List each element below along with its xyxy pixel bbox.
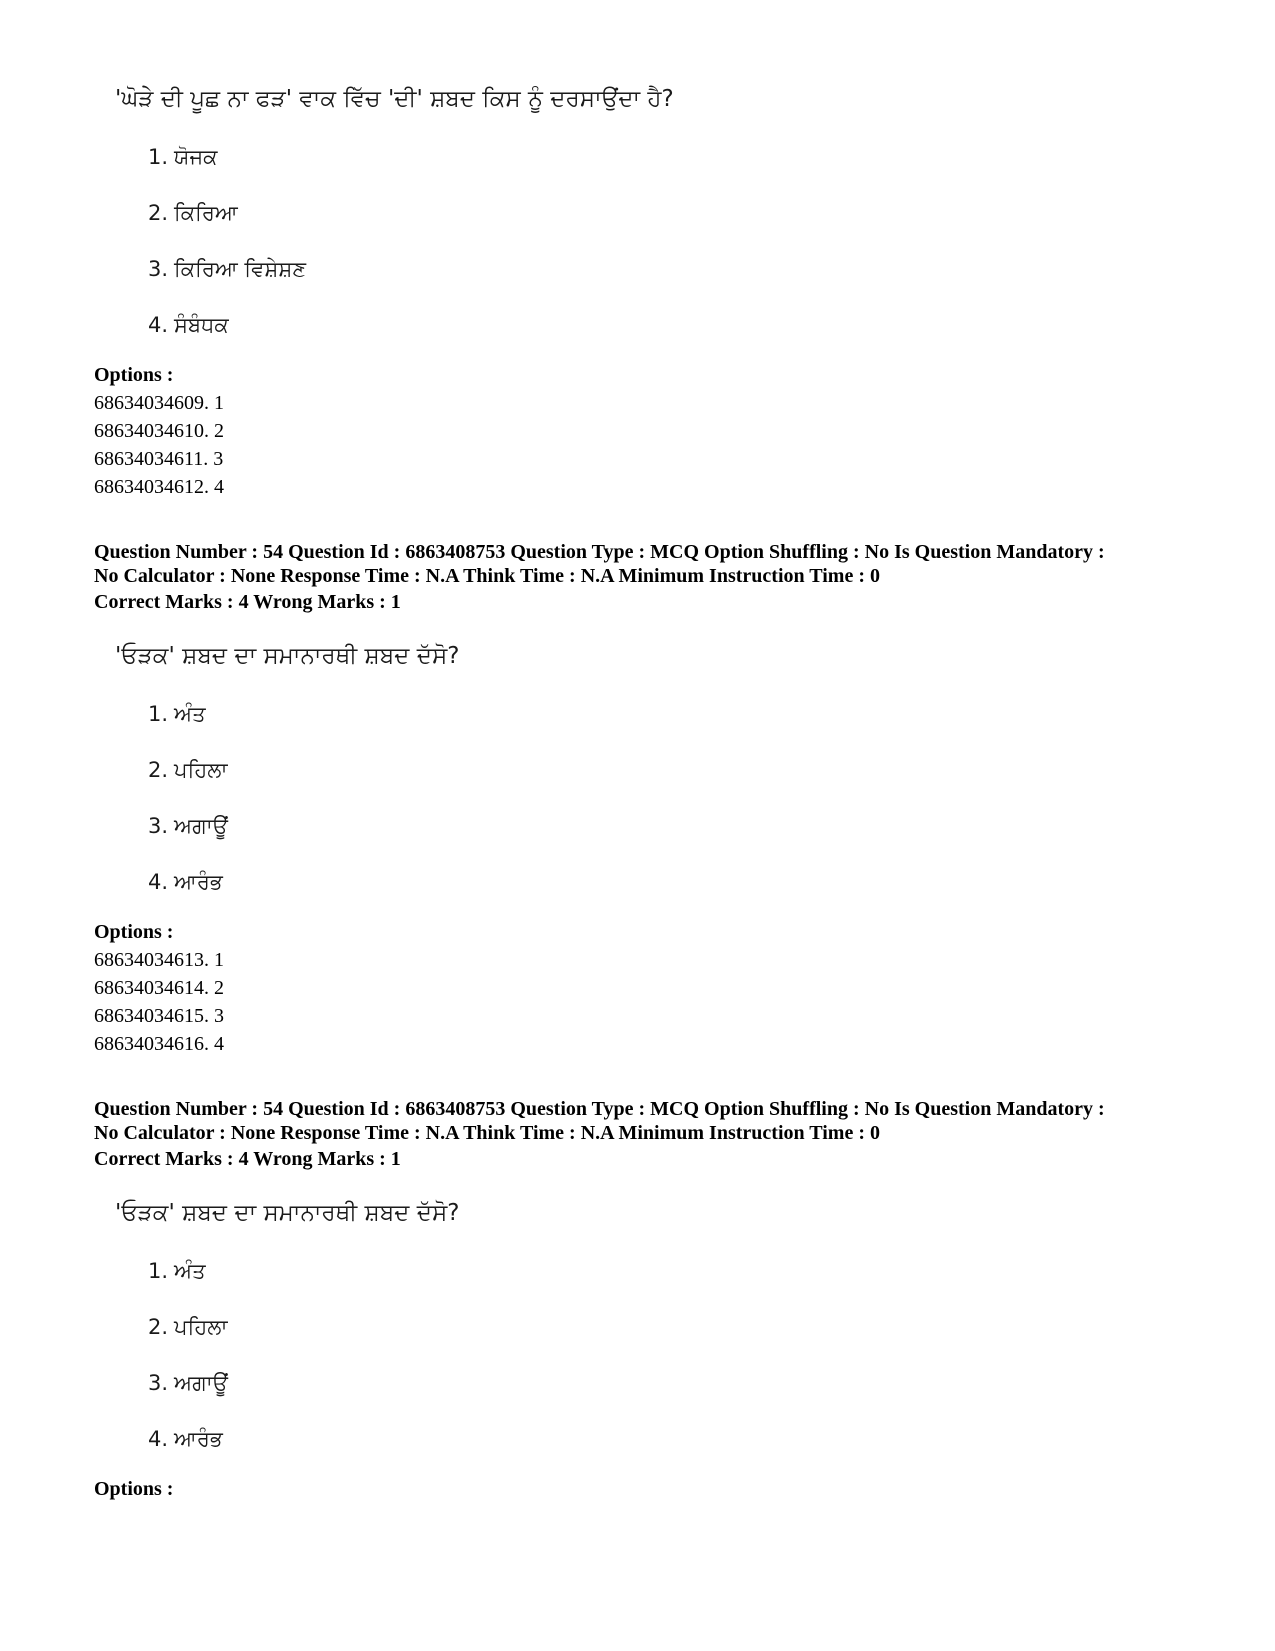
choice-item xyxy=(148,1259,206,1284)
choice-number: 2. xyxy=(148,201,169,225)
choice-item xyxy=(148,870,223,895)
question-meta-line2: No Calculator : None Response Time : N.A Think Time : N.A Minimum Instruction Time : 0 xyxy=(94,565,880,587)
question-meta-line1: Question Number : 54 Question Id : 6863408753 Question Type : MCQ Option Shuffling : No Is Question Mandatory : xyxy=(94,1098,1105,1120)
choice-text: ਯੋਜਕ xyxy=(174,145,218,169)
option-id: 68634034615. 3 xyxy=(94,1005,224,1027)
option-id: 68634034611. 3 xyxy=(94,448,224,470)
choice-number: 4. xyxy=(148,1427,169,1451)
choice-text: ਕਿਰਿਆ xyxy=(174,201,238,225)
choice-number: 1. xyxy=(148,702,169,726)
choice-text: ਆਰੰਭ xyxy=(174,1427,223,1451)
options-heading: Options : xyxy=(94,1478,174,1500)
choice-text: ਅਗਾਊਂ xyxy=(174,814,228,838)
choice-item xyxy=(148,814,228,839)
question-meta-line1: Question Number : 54 Question Id : 6863408753 Question Type : MCQ Option Shuffling : No Is Question Mandatory : xyxy=(94,541,1105,563)
question-marks: Correct Marks : 4 Wrong Marks : 1 xyxy=(94,591,401,613)
choice-number: 3. xyxy=(148,814,169,838)
choice-item xyxy=(148,145,218,170)
choice-item xyxy=(148,201,238,226)
choice-number: 1. xyxy=(148,1259,169,1283)
choice-text: ਆਰੰਭ xyxy=(174,870,223,894)
question-meta xyxy=(94,540,1214,588)
option-id: 68634034612. 4 xyxy=(94,476,224,498)
choice-item xyxy=(148,1427,223,1452)
choice-text: ਅੰਤ xyxy=(174,1259,206,1283)
choice-item xyxy=(148,1371,228,1396)
choice-number: 2. xyxy=(148,758,169,782)
choice-number: 1. xyxy=(148,145,169,169)
question-text: 'ਘੋੜੇ ਦੀ ਪੂਛ ਨਾ ਫੜ' ਵਾਕ ਵਿੱਚ 'ਦੀ' ਸ਼ਬਦ ਕਿਸ ਨੂੰ ਦਰਸਾਉਂਦਾ ਹੈ? xyxy=(115,86,674,112)
choice-item xyxy=(148,313,229,338)
choice-item xyxy=(148,702,206,727)
choice-item xyxy=(148,1315,227,1340)
choice-item xyxy=(148,257,306,282)
choice-text: ਅਗਾਊਂ xyxy=(174,1371,228,1395)
question-marks: Correct Marks : 4 Wrong Marks : 1 xyxy=(94,1148,401,1170)
option-id: 68634034609. 1 xyxy=(94,392,224,414)
question-meta xyxy=(94,1097,1214,1145)
question-text: 'ਓੜਕ' ਸ਼ਬਦ ਦਾ ਸਮਾਨਾਰਥੀ ਸ਼ਬਦ ਦੱਸੋ? xyxy=(115,1200,460,1226)
choice-text: ਪਹਿਲਾ xyxy=(174,758,228,782)
choice-text: ਪਹਿਲਾ xyxy=(174,1315,228,1339)
options-heading: Options : xyxy=(94,364,174,386)
choice-number: 4. xyxy=(148,313,169,337)
choice-text: ਸੰਬੰਧਕ xyxy=(174,313,229,337)
question-text: 'ਓੜਕ' ਸ਼ਬਦ ਦਾ ਸਮਾਨਾਰਥੀ ਸ਼ਬਦ ਦੱਸੋ? xyxy=(115,643,460,669)
option-id: 68634034613. 1 xyxy=(94,949,224,971)
choice-number: 2. xyxy=(148,1315,169,1339)
choice-number: 4. xyxy=(148,870,169,894)
question-meta-line2: No Calculator : None Response Time : N.A Think Time : N.A Minimum Instruction Time : 0 xyxy=(94,1122,880,1144)
choice-number: 3. xyxy=(148,257,169,281)
option-id: 68634034616. 4 xyxy=(94,1033,224,1055)
option-id: 68634034614. 2 xyxy=(94,977,224,999)
choice-text: ਅੰਤ xyxy=(174,702,206,726)
options-heading: Options : xyxy=(94,921,174,943)
option-id: 68634034610. 2 xyxy=(94,420,224,442)
choice-text: ਕਿਰਿਆ ਵਿਸ਼ੇਸ਼ਣ xyxy=(174,257,306,281)
choice-item xyxy=(148,758,227,783)
choice-number: 3. xyxy=(148,1371,169,1395)
